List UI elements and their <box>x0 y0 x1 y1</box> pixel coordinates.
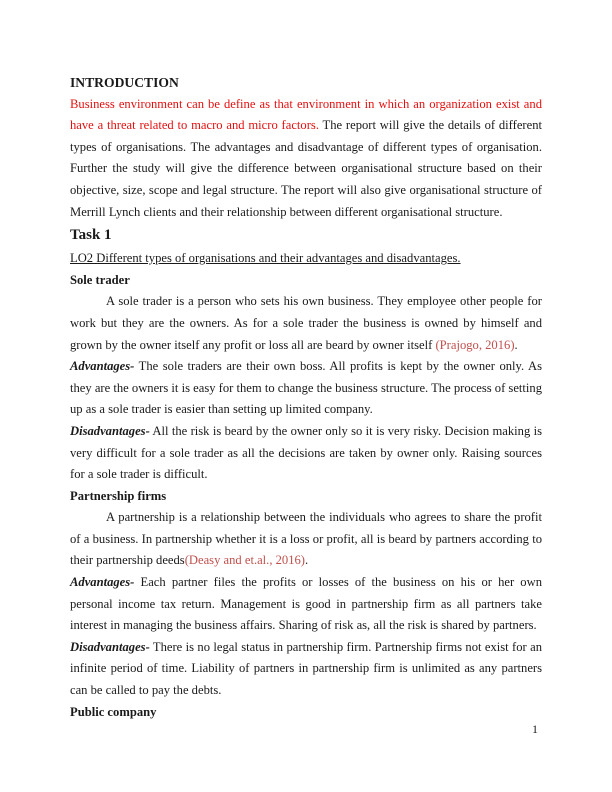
partnership-body-end: . <box>305 553 309 568</box>
advantages-label: Advantages- <box>70 359 135 374</box>
partnership-advantages-text: Each partner files the profits or losses of the business on his or her own personal income tax return. Management is good in partnership firm as all partners take interest in managing the business affairs. Sharing of risk as, all the risk is shared by partners. <box>70 575 542 633</box>
partnership-citation: (Deasy and et.al., 2016) <box>184 553 306 568</box>
sole-trader-disadvantages-paragraph <box>70 421 542 486</box>
public-company-heading: Public company <box>70 704 157 719</box>
partnership-body-text: A partnership is a relationship between the individuals who agrees to share the profit of a business. In partnership whether it is a loss or profit, all is beard by partners according to their partnership deeds <box>70 510 542 568</box>
sole-trader-disadvantages-text: All the risk is beard by the owner only so it is very risky. Decision making is very difficult for a sole trader as all the decisions are taken by owner only. Raising sources for a sole trader is difficult. <box>70 423 542 482</box>
partnership-disadvantages-text: There is no legal status in partnership firm. Partnership firms not exist for an infinite period of time. Liability of partners in partnership firm is unlimited as any partners can be called to pay the debts. <box>70 639 542 698</box>
lo2-underlined-line: LO2 Different types of organisations and their advantages and disadvantages. <box>70 251 461 266</box>
introduction-body-text: The report will give the details of different types of organisations. The advantages and disadvantage of different types of organisation. Further the study will give the difference between organisational structure based on their objective, size, scope and legal structure. The report will also give organisational structure of Merrill Lynch clients and their relationship between different organisational structure. <box>70 118 542 219</box>
sole-trader-advantages-paragraph <box>70 356 542 421</box>
partnership-advantages-paragraph <box>70 572 542 637</box>
introduction-paragraph <box>70 94 542 224</box>
sole-trader-heading: Sole trader <box>70 272 130 287</box>
sole-trader-paragraph <box>70 291 542 356</box>
sole-trader-body-end: . <box>514 337 518 352</box>
disadvantages-label: Disadvantages- <box>70 423 150 438</box>
sole-trader-body-text: A sole trader is a person who sets his own business. They employee other people for work but they are the owners. As for a sole trader the business is owned by himself and grown by the owner itself any profit or loss all are beard by owner itself <box>70 294 542 352</box>
partnership-heading: Partnership firms <box>70 488 167 503</box>
sole-trader-advantages-text: The sole traders are their own boss. All profits is kept by the owner only. As they are the owners it is easy for them to change the business structure. The process of setting up as a sole trader is easier than setting up limited company. <box>70 359 542 417</box>
task1-heading: Task 1 <box>70 227 112 244</box>
disadvantages-label: Disadvantages- <box>70 639 150 654</box>
page-number: 1 <box>532 722 538 736</box>
introduction-heading: INTRODUCTION <box>70 75 179 90</box>
partnership-paragraph <box>70 507 542 572</box>
sole-trader-citation: (Prajogo, 2016) <box>435 337 515 352</box>
partnership-disadvantages-paragraph <box>70 637 542 702</box>
introduction-highlighted-text: Business environment can be define as that environment in which an organization exist and have a threat related to macro and micro factors. <box>70 96 542 133</box>
advantages-label: Advantages- <box>70 575 135 590</box>
document-content <box>70 72 542 723</box>
